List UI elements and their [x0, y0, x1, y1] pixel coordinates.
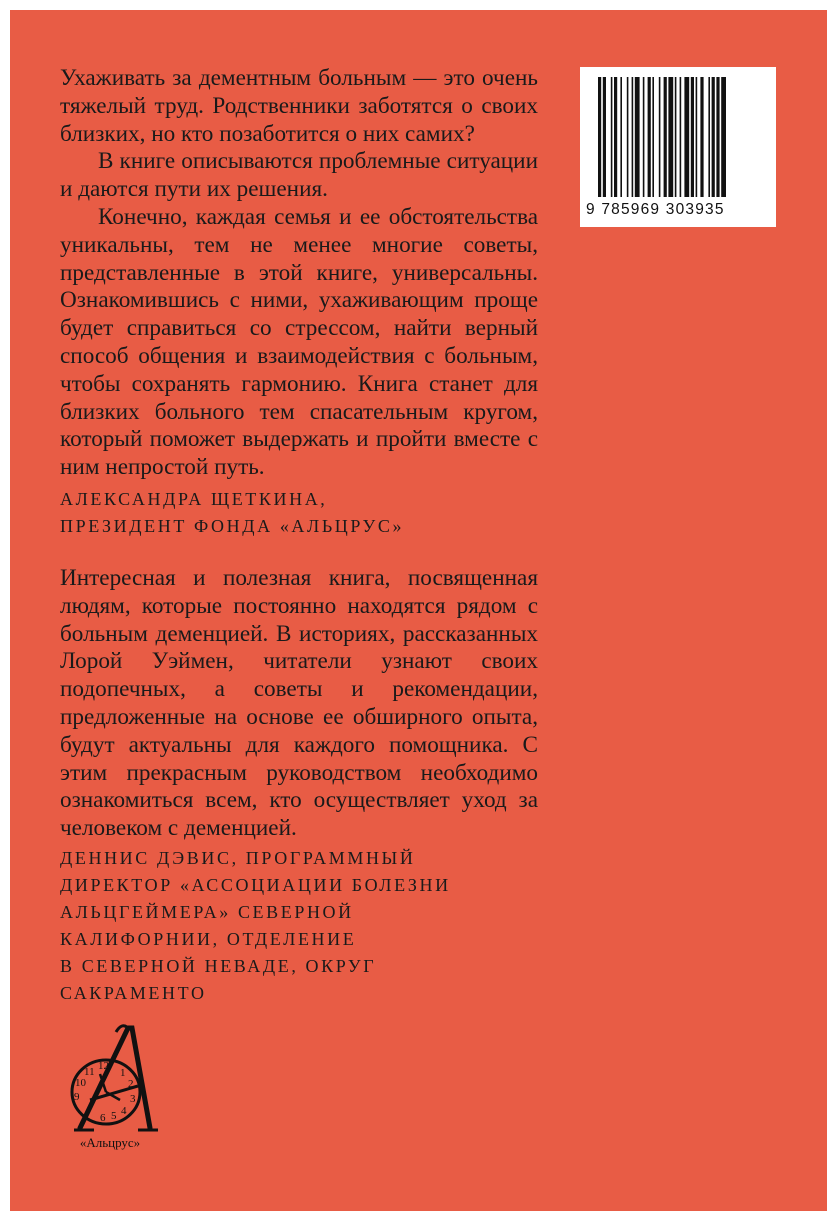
signature-2-line-1: ДЕННИС ДЭВИС, ПРОГРАММНЫЙ: [60, 848, 416, 868]
clock-numeral: 4: [121, 1105, 127, 1117]
isbn-number: 9 785969 303935: [586, 201, 725, 218]
barcode-bar: [696, 77, 698, 197]
barcode-bar: [652, 77, 654, 197]
barcode-bar: [611, 77, 613, 197]
barcode-bar: [700, 77, 703, 197]
barcode-bar: [716, 77, 719, 197]
barcode-bar: [664, 77, 667, 197]
blurb-1-paragraph-1: Ухаживать за дементным больным — это очень тяжелый труд. Родственники заботятся о своих близких, но кто позаботится о них самих?: [60, 65, 538, 147]
blurb-block-2: [60, 565, 538, 843]
clock-numeral: 2: [128, 1078, 134, 1090]
clock-numeral: 10: [75, 1077, 86, 1089]
signature-1-title: ПРЕЗИДЕНТ ФОНДА «АЛЬЦРУС»: [60, 516, 405, 536]
clock-numeral: 11: [84, 1066, 95, 1078]
blurb-1-paragraph-3: Конечно, каждая семья и ее обстоятельства уникальны, тем не менее многие советы, представленные в этой книге, универсальны. Ознакомившись с ними, ухаживающим проще будет справиться со стрессом, найти верный способ общения и взаимодействия с больным, чтобы сохранять гармонию. Книга станет для близких больного тем спасательным кругом, который поможет выдержать и пройти вместе с ним непростой путь.: [60, 203, 538, 481]
barcode-bar: [614, 77, 617, 197]
clock-numeral: 9: [74, 1091, 80, 1103]
barcode-bar: [684, 77, 689, 197]
barcode-bar: [668, 77, 673, 197]
back-cover: [10, 10, 827, 1211]
blurb-1-paragraph-2: В книге описываются проблемные ситуации и даются пути их решения.: [60, 148, 538, 203]
isbn-barcode: [580, 67, 776, 227]
signature-2-line-6: САКРАМЕНТО: [60, 983, 207, 1003]
blurb-2-paragraph-1: Интересная и полезная книга, посвященная людям, которые постоянно находятся рядом с больным деменцией. В историях, рассказанных Лорой Уэймен, читатели узнают своих подопечных, а советы и рекомендации, предложенные на основе ее обширного опыта, будут актуальны для каждого помощника. С этим прекрасным руководством необходимо ознакомиться всем, кто осуществляет уход за человеком с деменцией.: [60, 565, 538, 842]
barcode-bar: [691, 77, 694, 197]
clock-numeral: 3: [130, 1093, 136, 1105]
signature-1-name: АЛЕКСАНДРА ЩЕТКИНА,: [60, 489, 328, 509]
barcode-bar: [712, 77, 715, 197]
barcode-bar: [721, 77, 726, 197]
signature-1: [60, 486, 520, 540]
barcode-bar: [603, 77, 606, 197]
signature-2: [60, 845, 520, 1007]
publisher-logo: [60, 1020, 160, 1160]
barcode-bar: [635, 77, 640, 197]
barcode-bars: [598, 77, 758, 199]
barcode-bar: [648, 77, 651, 197]
barcode-bar: [708, 77, 710, 197]
signature-2-line-5: В СЕВЕРНОЙ НЕВАДЕ, ОКРУГ: [60, 956, 377, 976]
barcode-bar: [643, 77, 645, 197]
blurb-block-1: [60, 65, 538, 482]
barcode-bar: [659, 77, 661, 197]
alzrus-logo-icon: [60, 1020, 160, 1132]
clock-numeral: 1: [120, 1067, 126, 1079]
barcode-bar: [675, 77, 677, 197]
publisher-caption: «Альцрус»: [79, 1135, 141, 1150]
barcode-bar: [627, 77, 629, 197]
barcode-bar: [598, 77, 601, 197]
signature-2-line-4: КАЛИФОРНИИ, ОТДЕЛЕНИЕ: [60, 929, 357, 949]
barcode-bar: [632, 77, 634, 197]
barcode-bar: [620, 77, 622, 197]
signature-2-line-3: АЛЬЦГЕЙМЕРА» СЕВЕРНОЙ: [60, 902, 354, 922]
clock-numeral: 6: [100, 1112, 106, 1124]
signature-2-line-2: ДИРЕКТОР «АССОЦИАЦИИ БОЛЕЗНИ: [60, 875, 451, 895]
clock-numeral: 12: [98, 1060, 109, 1072]
clock-numeral: 5: [111, 1110, 117, 1122]
barcode-bar: [680, 77, 682, 197]
